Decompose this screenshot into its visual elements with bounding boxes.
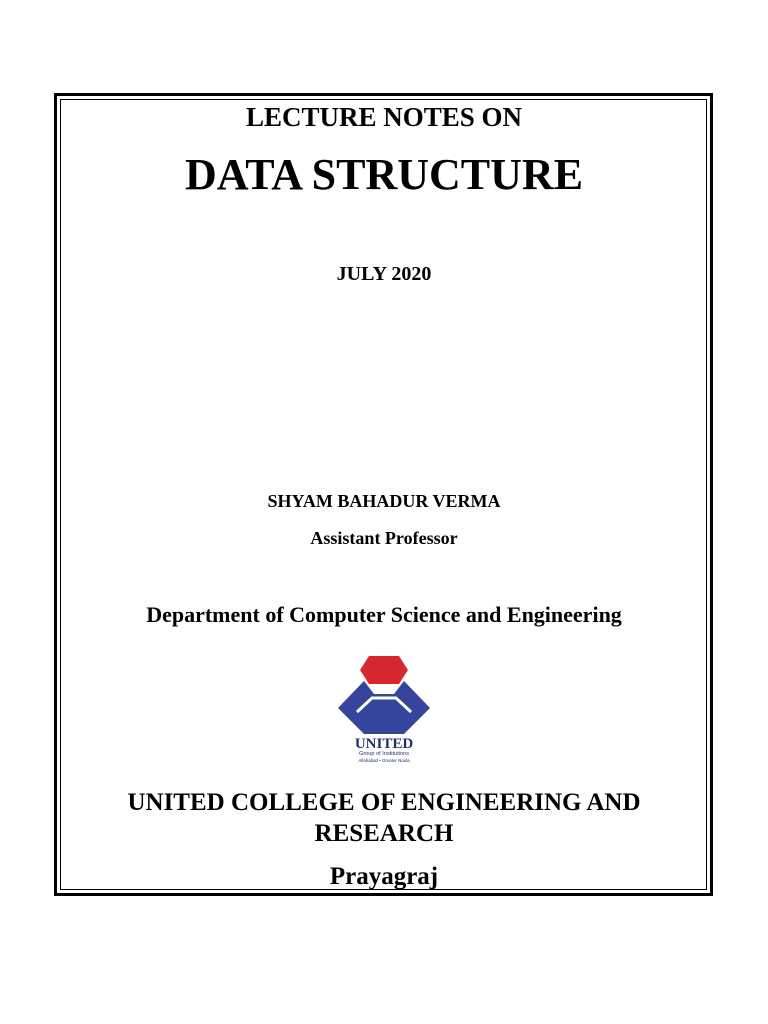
logo-tagline: Group of Institutions [358,751,410,757]
college-name-line-2: RESEARCH [314,820,454,847]
united-logo [338,654,430,764]
college-city: Prayagraj [329,863,439,890]
logo-red-hexagon [360,656,408,684]
logo-name: UNITED [354,736,414,752]
logo-blue-shape [338,681,430,734]
department-name: Department of Computer Science and Engineering [146,602,622,627]
title-line-1: LECTURE NOTES ON [245,102,523,132]
publication-date: JULY 2020 [336,263,432,285]
logo-locations: Allahabad • Greater Noida [358,758,410,763]
document-title: DATA STRUCTURE [184,150,584,199]
author-designation: Assistant Professor [310,528,458,548]
author-name: SHYAM BAHADUR VERMA [267,491,501,511]
college-name-line-1: UNITED COLLEGE OF ENGINEERING AND [127,789,641,816]
